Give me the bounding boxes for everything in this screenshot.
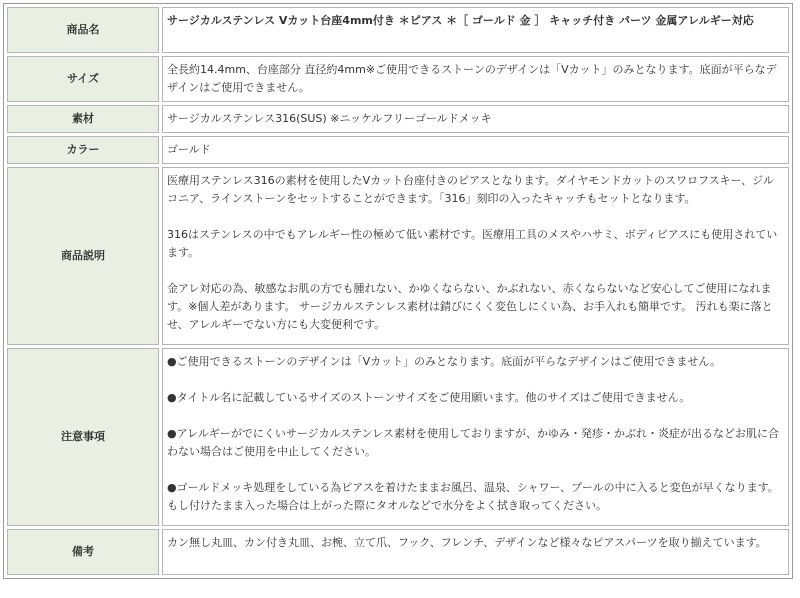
product-name-label: 商品名 <box>7 7 159 53</box>
description-paragraph: 医療用ステンレス316の素材を使用したVカット台座付きのピアスとなります。ダイヤモンドカットのスワロフスキー、ジルコニア、ラインストーンをセットすることができます。「316」刻印の入ったキャッチもセットとなります。 <box>167 174 774 205</box>
description-paragraph: 316はステンレスの中でもアレルギー性の極めて低い素材です。医療用工具のメスやハサミ、ボディピアスにも使用されています。 <box>167 228 778 259</box>
remarks-value: カン無し丸皿、カン付き丸皿、お椀、立て爪、フック、フレンチ、デザインなど様々なピアスパーツを取り揃えています。 <box>162 529 789 575</box>
row-color <box>7 136 789 164</box>
remarks-label: 備考 <box>7 529 159 575</box>
description-value <box>162 167 789 345</box>
size-label: サイズ <box>7 56 159 102</box>
product-info-table <box>3 3 793 579</box>
row-description <box>7 167 789 345</box>
product-name-value: サージカルステンレス Vカット台座4mm付き ＊ピアス ＊［ ゴールド 金 ］ キャッチ付き パーツ 金属アレルギー対応 <box>162 7 789 53</box>
description-paragraph: 金アレ対応の為、敏感なお肌の方でも腫れない、かゆくならない、かぶれない、赤くならないなど安心してご使用になれます。※個人差があります。 サージカルステンレス素材は錆びにくく変色しにくい為、お手入れも簡単です。 汚れも楽に落とせ、アレルギーでない方にも大変便利です。 <box>167 282 773 331</box>
row-size <box>7 56 789 102</box>
row-product-name <box>7 7 789 53</box>
material-value: サージカルステンレス316(SUS) ※ニッケルフリーゴールドメッキ <box>162 105 789 133</box>
row-material <box>7 105 789 133</box>
color-value: ゴールド <box>162 136 789 164</box>
note-item: ●ご使用できるストーンのデザインは「Vカット」のみとなります。底面が平らなデザインはご使用できません。 <box>167 355 722 368</box>
notes-label: 注意事項 <box>7 348 159 526</box>
notes-value <box>162 348 789 526</box>
size-value: 全長約14.4mm、台座部分 直径約4mm※ご使用できるストーンのデザインは「Vカット」のみとなります。底面が平らなデザインはご使用できません。 <box>162 56 789 102</box>
note-item: ●タイトル名に記載しているサイズのストーンサイズをご使用願います。他のサイズはご使用できません。 <box>167 391 691 404</box>
row-remarks <box>7 529 789 575</box>
note-item: ●アレルギーがでにくいサージカルステンレス素材を使用しておりますが、かゆみ・発疹・かぶれ・炎症が出るなどお肌に合わない場合はご使用を中止してください。 <box>167 427 779 458</box>
description-label: 商品説明 <box>7 167 159 345</box>
color-label: カラー <box>7 136 159 164</box>
material-label: 素材 <box>7 105 159 133</box>
note-item: ●ゴールドメッキ処理をしている為ピアスを着けたままお風呂、温泉、シャワー、プールの中に入ると変色が早くなります。もし付けたまま入った場合は上がった際にタオルなどで水分をよく拭き取ってください。 <box>167 481 779 512</box>
row-notes <box>7 348 789 526</box>
